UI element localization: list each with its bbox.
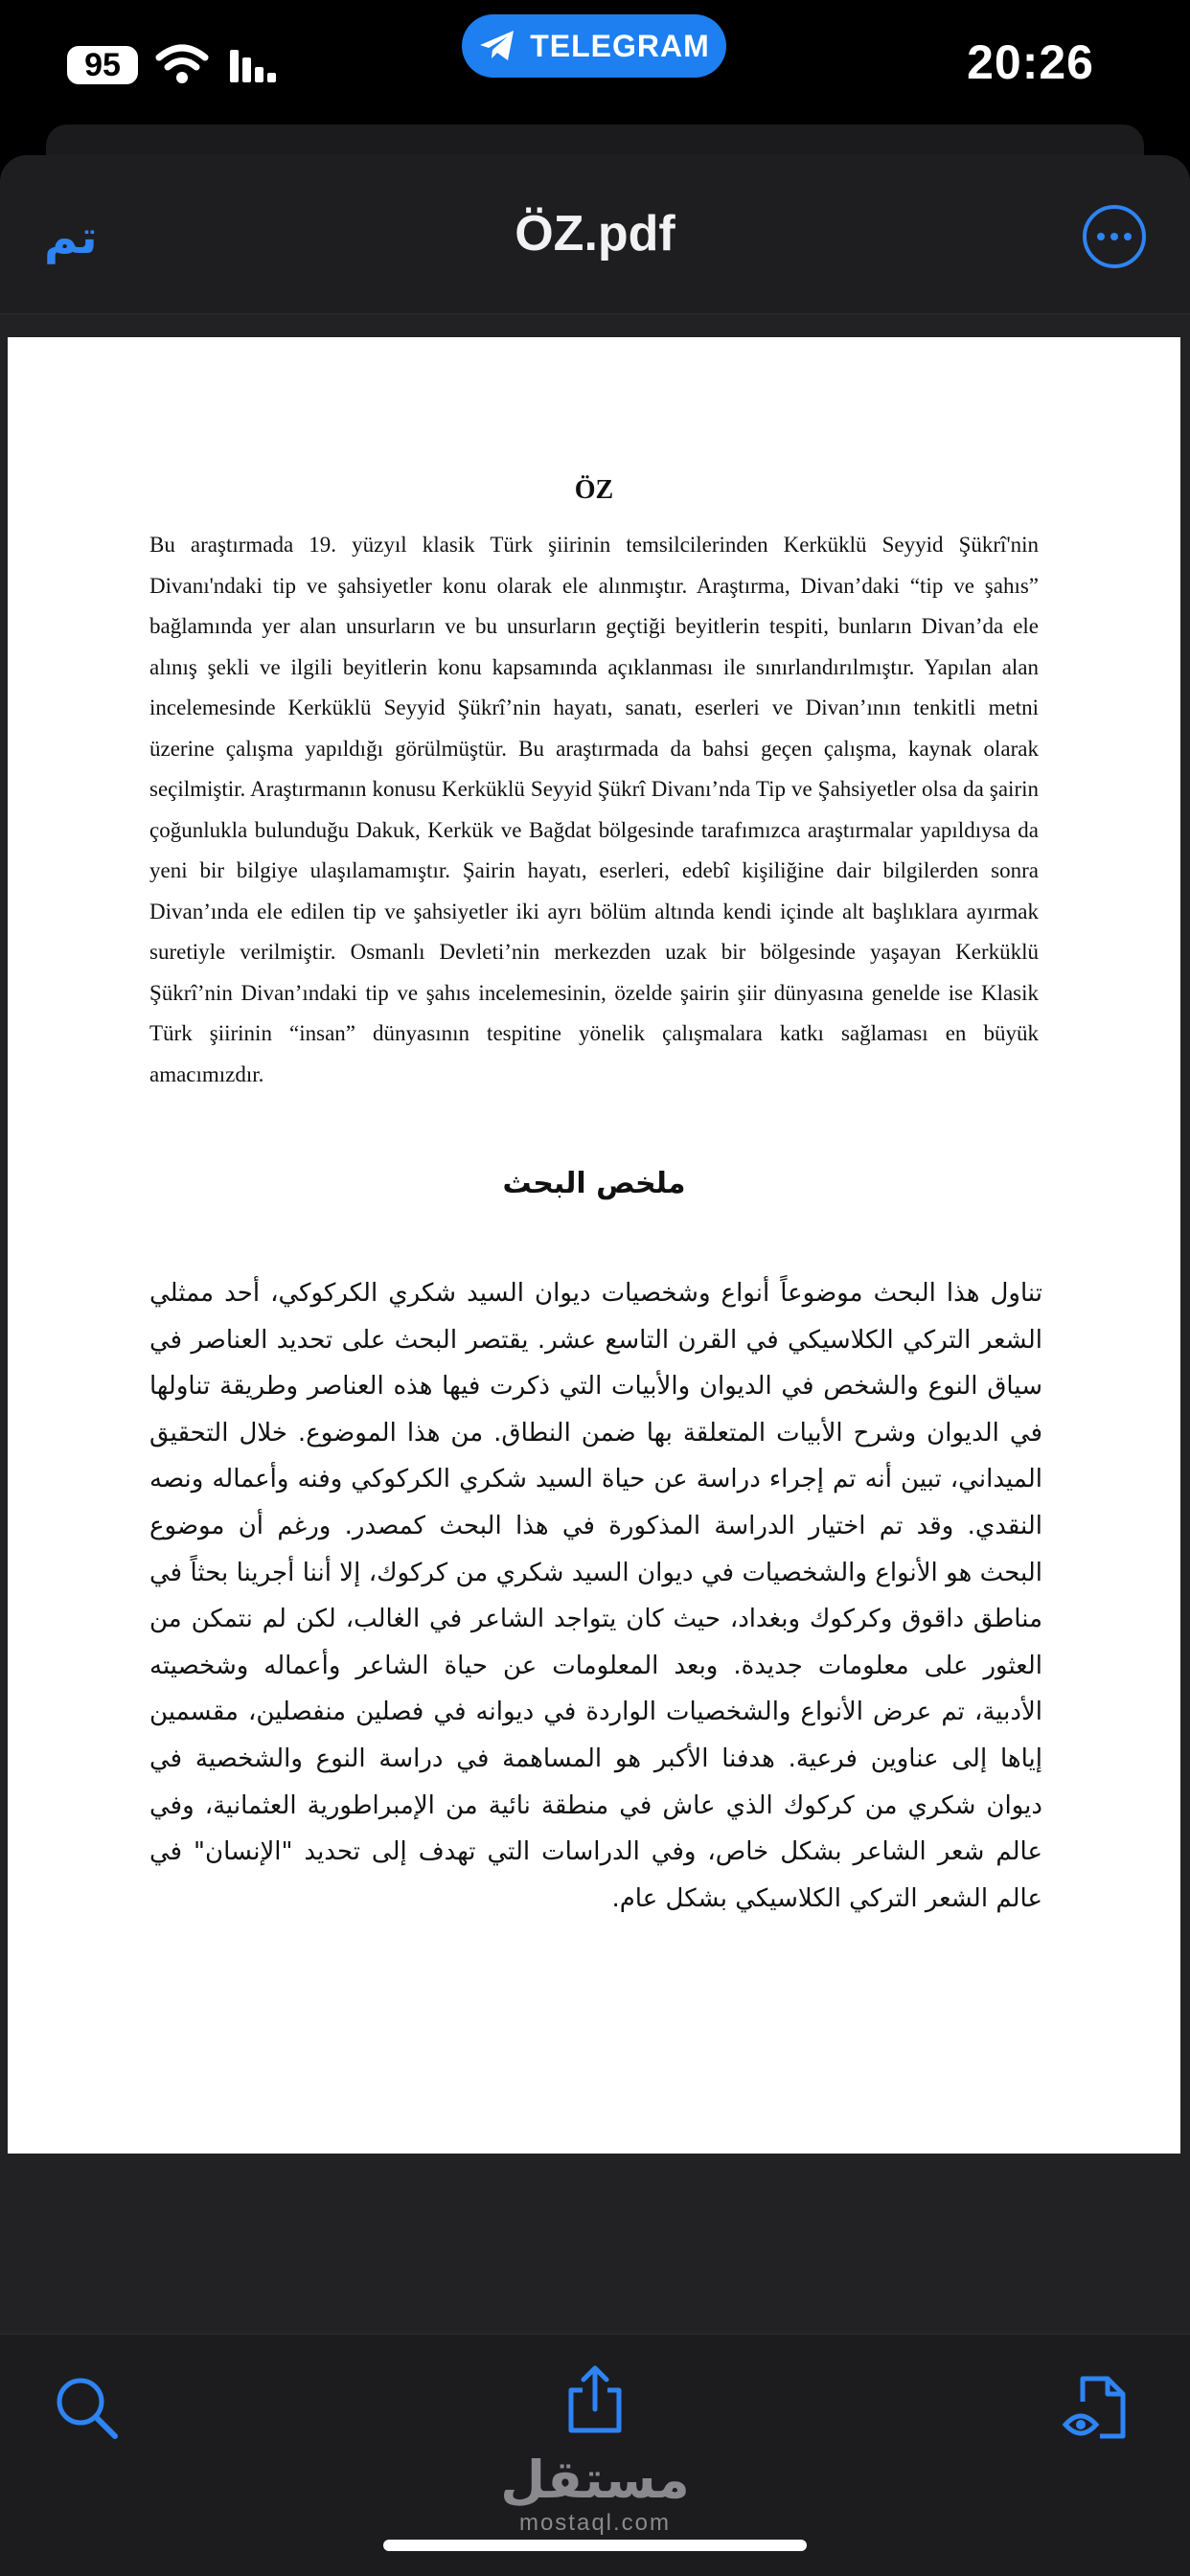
telegram-label: TELEGRAM bbox=[530, 28, 710, 63]
telegram-return-pill[interactable] bbox=[462, 14, 726, 78]
arabic-paragraph: تناول هذا البحث موضوعاً أنواع وشخصيات ديوان السيد شكري الكركوكي، أحد ممثلي الشعر التركي الكلاسيكي في القرن التاسع عشر. يقتصر البحث على تحديد العناصر في سياق النوع والشخص في الديوان والأبيات التي ذكرت فيها هذه العناصر وطريقة تناولها في الديوان وشرح الأبيات المتعلقة بها ضمن النطاق. من هذا الموضوع. خلال التحقيق الميداني، تبين أنه تم إجراء دراسة عن حياة السيد شكري الكركوكي وفنه وأعماله ونصه النقدي. وقد تم اختيار الدراسة المذكورة في هذا البحث كمصدر. ورغم أن موضوع البحث هو الأنواع والشخصيات في ديوان السيد شكري من كركوك، إلا أننا أجرينا بحثاً في مناطق داقوق وكركوك وبغداد، حيث كان يتواجد الشاعر في الغالب، لكن لم نتمكن من العثور على معلومات جديدة. وبعد المعلومات عن حياة الشاعر وأعماله وشخصيته الأدبية، تم عرض الأنواع والشخصيات الواردة في ديوانه في فصلين منفصلين، مقسمين إياها إلى عناوين فرعية. هدفنا الأكبر هو المساهمة في دراسة النوع والشخصية في ديوان شكري من كركوك الذي عاش في منطقة نائية من الإمبراطورية العثمانية، وفي عالم شعر الشاعر بشكل خاص، وفي الدراسات التي تهدف إلى تحديد "الإنسان" في عالم الشعر التركي الكلاسيكي بشكل عام. bbox=[149, 1279, 1042, 1913]
done-button[interactable]: تم bbox=[44, 211, 98, 264]
watermark-arabic: مستقل bbox=[500, 2450, 690, 2510]
document-title: ÖZ.pdf bbox=[515, 206, 675, 262]
share-icon[interactable] bbox=[560, 2363, 630, 2434]
document-heading: ÖZ bbox=[574, 475, 614, 505]
status-bar bbox=[0, 0, 1190, 144]
battery-icon bbox=[67, 46, 138, 84]
more-icon[interactable] bbox=[1083, 205, 1146, 268]
signal-icon bbox=[230, 50, 276, 82]
home-indicator bbox=[383, 2540, 807, 2551]
status-time: 20:26 bbox=[967, 35, 1094, 89]
watermark bbox=[0, 2451, 1190, 2538]
markup-icon[interactable] bbox=[1062, 2373, 1133, 2444]
arabic-heading: ملخص البحث bbox=[502, 1167, 686, 1200]
search-icon[interactable] bbox=[52, 2373, 123, 2444]
battery-level: 95 bbox=[84, 47, 121, 83]
wifi-icon bbox=[155, 42, 209, 86]
watermark-latin: mostaql.com bbox=[518, 2510, 672, 2536]
telegram-icon bbox=[478, 29, 516, 63]
pdf-page[interactable] bbox=[8, 337, 1180, 2154]
abstract-paragraph: Bu araştırmada 19. yüzyıl klasik Türk şiirinin temsilcilerinden Kerküklü Seyyid Şükrî'nin Divanı'ndaki tip ve şahsiyetler konu olarak ele alınmıştır. Araştırma, Divan’daki “tip ve şahıs” bağlamında yer alan unsurların ve bu unsurların geçtiği beyitlerin tespiti, bunların Divan’da ele alınış şekli ve ilgili beyitlerin konu kapsamında açıklanması ile sınırlandırılmıştır. Yapılan alan incelemesinde Kerküklü Seyyid Şükrî’nin hayatı, sanatı, eserleri ve Divan’ının tenkitli metni üzerine çalışma yapıldığı görülmüştür. Bu araştırmada da bahsi geçen çalışma, kaynak olarak seçilmiştir. Araştırmanın konusu Kerküklü Seyyid Şükrî Divanı’nda Tip ve Şahsiyetler olsa da şairin çoğunlukla bulunduğu Dakuk, Kerkük ve Bağdat bölgesinde tarafımızca araştırmalar yapıldıysa da yeni bir bilgiye ulaşılamamıştır. Şairin hayatı, eserleri, edebî kişiliğine dair bilgilerden sonra Divan’ında ele edilen tip ve şahsiyetler iki ayrı bölüm altında kendi içinde alt başlıklara ayırmak suretiyle verilmiştir. Osmanlı Devleti’nin merkezden uzak bir bölgesinde yaşayan Kerküklü Şükrî’nin Divan’ındaki tip ve şahıs incelemesinin, özelde şairin şiir dünyasına genelde ise Klasik Türk şiirinin “insan” dünyasının tespitine yönelik çalışmalara katkı sağlaması en büyük amacımızdır. bbox=[149, 533, 1039, 1086]
nav-bar bbox=[0, 155, 1190, 314]
bottom-toolbar bbox=[0, 2334, 1190, 2576]
